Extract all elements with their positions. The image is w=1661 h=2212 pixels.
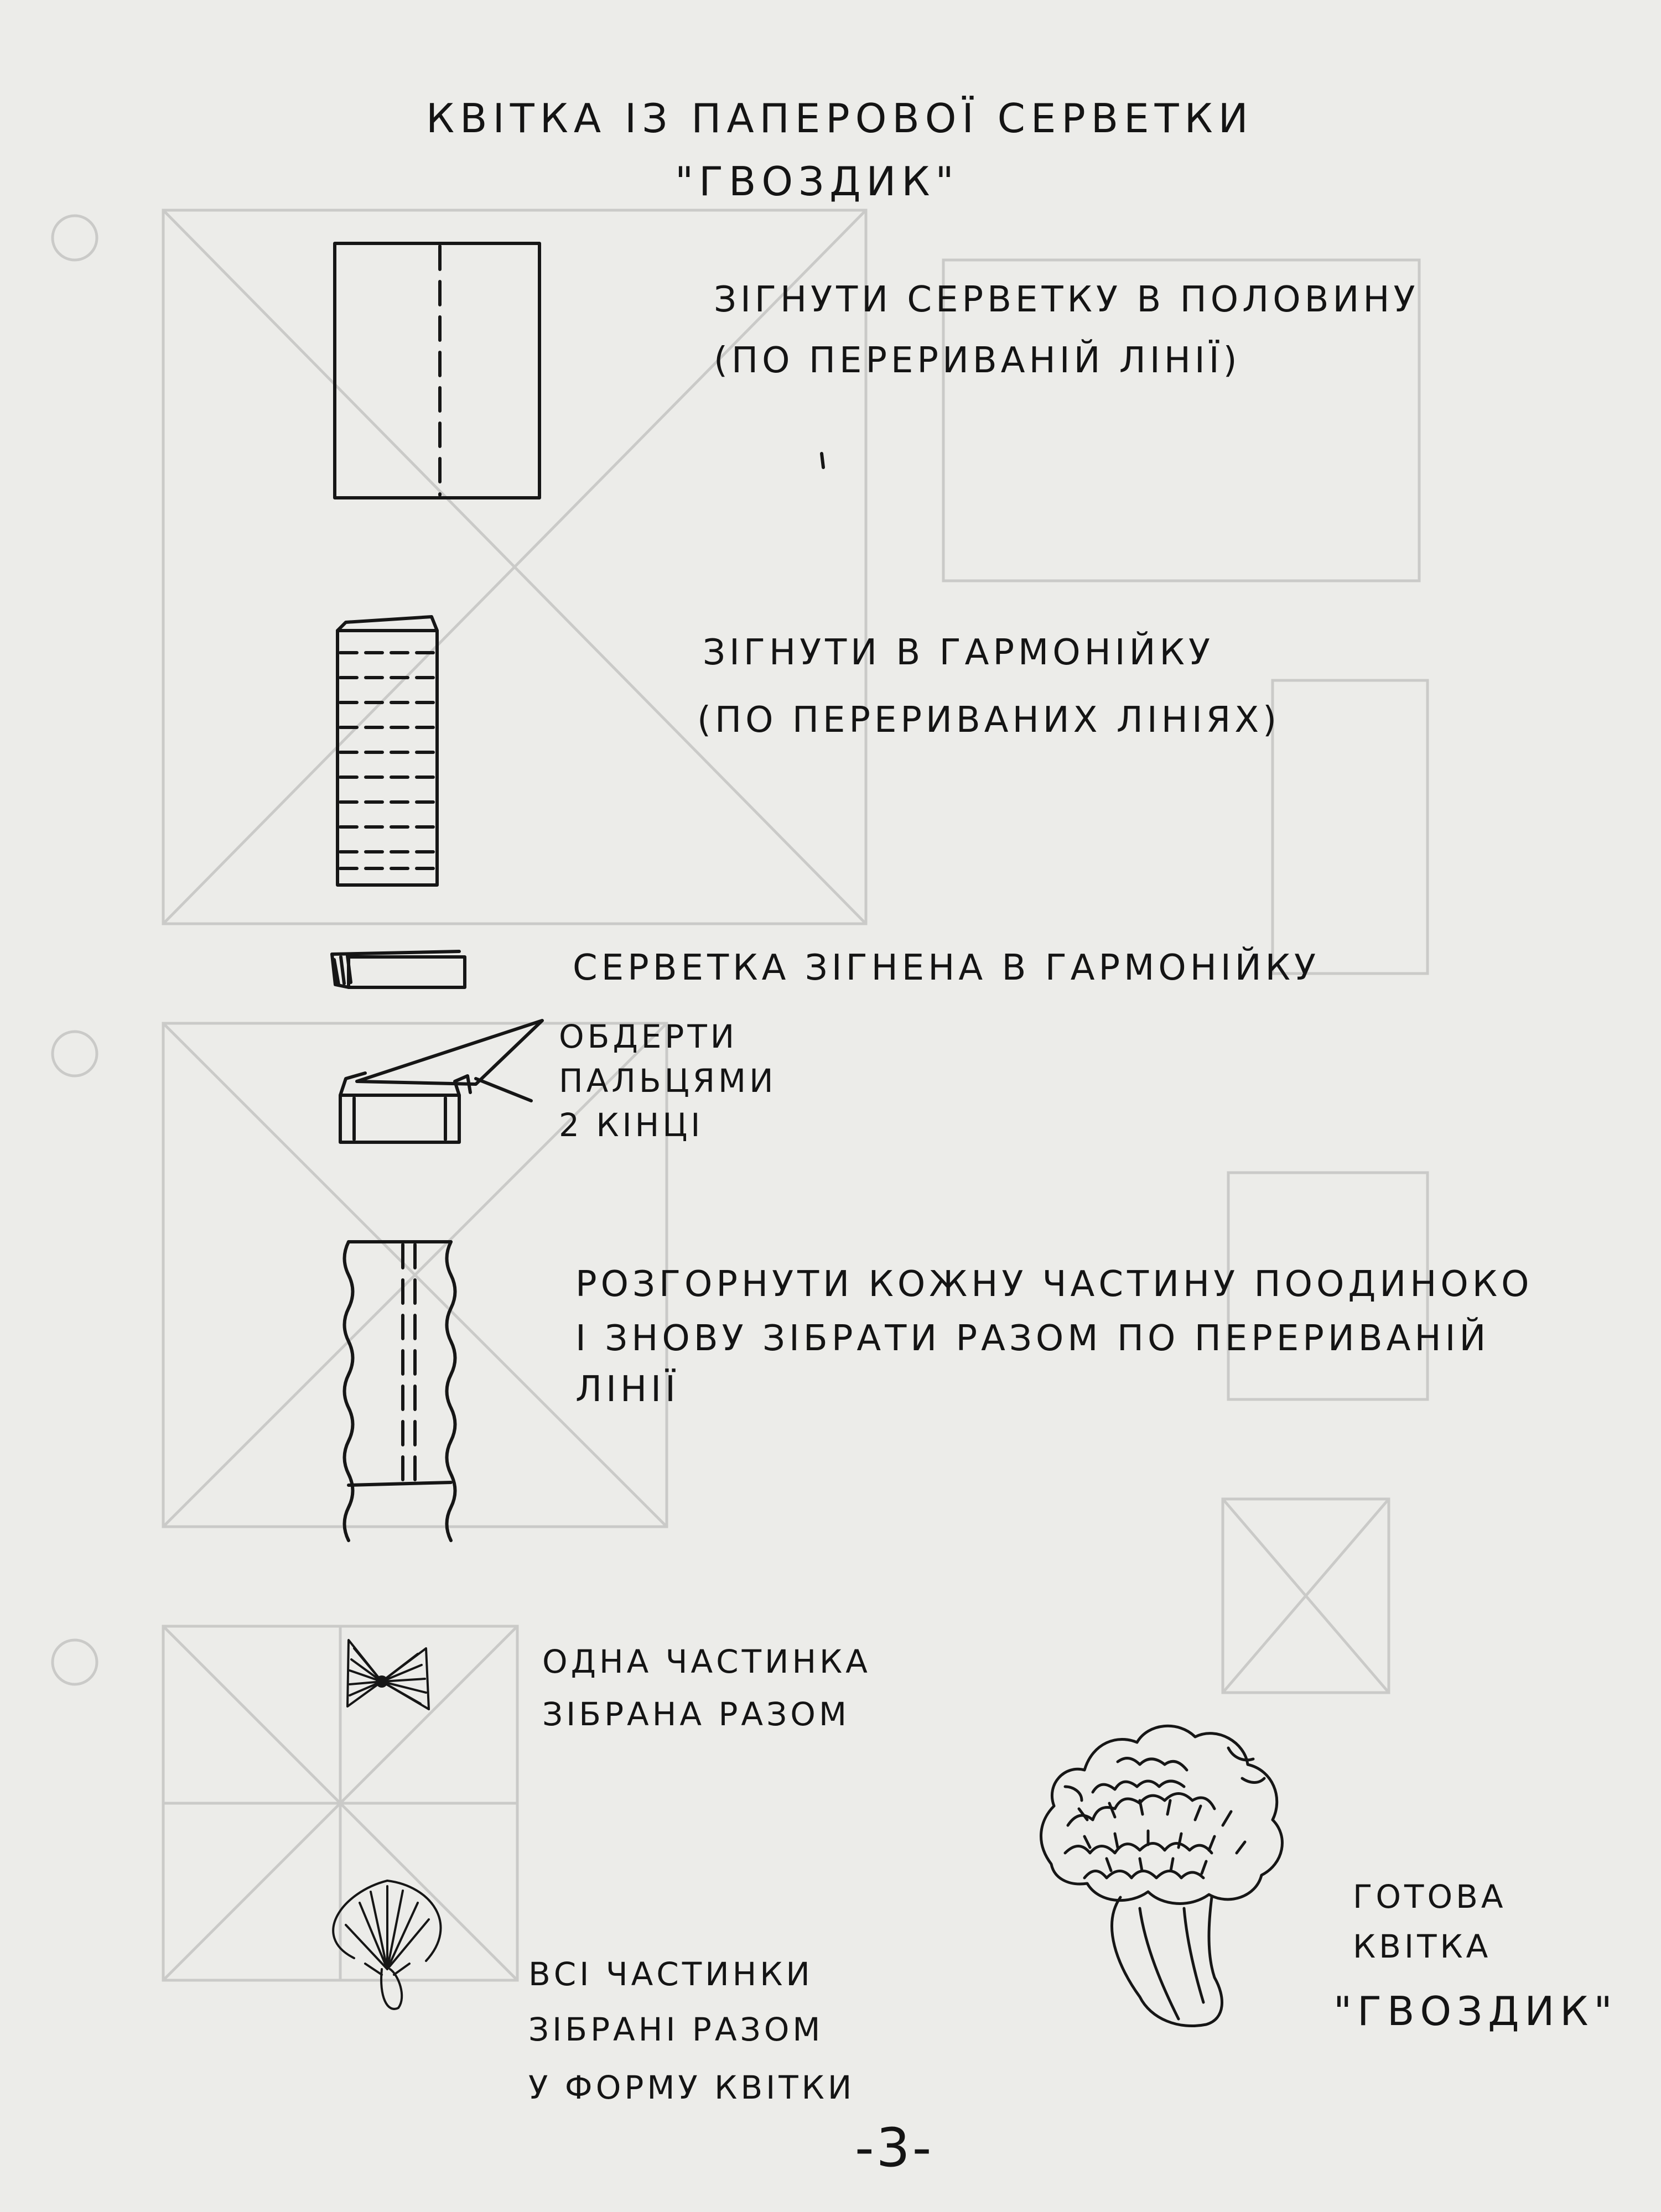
page-number: -3- <box>855 2117 934 2179</box>
bowtie-piece-figure <box>347 1640 429 1709</box>
step-one-part-line-2: ЗІБРАНА РАЗОМ <box>542 1695 850 1733</box>
step-tear-line-1: ОБДЕРТИ <box>559 1018 738 1055</box>
ready-line-1: ГОТОВА <box>1353 1878 1507 1916</box>
folded-strip-figure <box>332 951 465 987</box>
step-all-parts-line-2: ЗІБРАНІ РАЗОМ <box>528 2011 824 2048</box>
step-fold-half-line-2: (ПО ПЕРЕРИВАНІЙ ЛІНІЇ) <box>714 340 1241 381</box>
title-line-1: КВІТКА ІЗ ПАПЕРОВОЇ СЕРВЕТКИ <box>426 95 1254 142</box>
step-tear-line-3: 2 КІНЦІ <box>559 1106 704 1144</box>
step-one-part-line-1: ОДНА ЧАСТИНКА <box>542 1643 871 1680</box>
step-accordion-line-1: ЗІГНУТИ В ГАРМОНІЙКУ <box>703 632 1214 673</box>
step-unfold-line-3: ЛІНІЇ <box>575 1369 679 1410</box>
step-all-parts-line-1: ВСІ ЧАСТИНКИ <box>528 1955 813 1993</box>
step-fold-half-line-1: ЗІГНУТИ СЕРВЕТКУ В ПОЛОВИНУ <box>714 279 1419 320</box>
step-unfold-line-1: РОЗГОРНУТИ КОЖНУ ЧАСТИНУ ПООДИНОКО <box>575 1264 1533 1305</box>
ready-line-2: КВІТКА <box>1353 1928 1492 1965</box>
title-line-2: "ГВОЗДИК" <box>675 158 959 205</box>
step-accordion-line-2: (ПО ПЕРЕРИВАНИХ ЛІНІЯХ) <box>697 700 1281 741</box>
fan-flower-figure <box>333 1881 440 2009</box>
carnation-figure <box>1041 1726 1282 2026</box>
step-tear-line-2: ПАЛЬЦЯМИ <box>559 1062 777 1100</box>
unfolded-napkin-figure <box>345 1242 455 1540</box>
ready-line-3: "ГВОЗДИК" <box>1333 1988 1618 2034</box>
step-unfold-line-2: І ЗНОВУ ЗІБРАТИ РАЗОМ ПО ПЕРЕРИВАНІЙ <box>575 1318 1490 1359</box>
stray-mark <box>822 454 823 467</box>
step-folded-line-1: СЕРВЕТКА ЗІГНЕНА В ГАРМОНІЙКУ <box>573 948 1320 988</box>
napkin-accordion-figure <box>338 617 437 885</box>
napkin-half-fold-figure <box>335 243 539 498</box>
step-all-parts-line-3: У ФОРМУ КВІТКИ <box>528 2069 855 2106</box>
tear-ends-figure <box>340 1021 542 1142</box>
